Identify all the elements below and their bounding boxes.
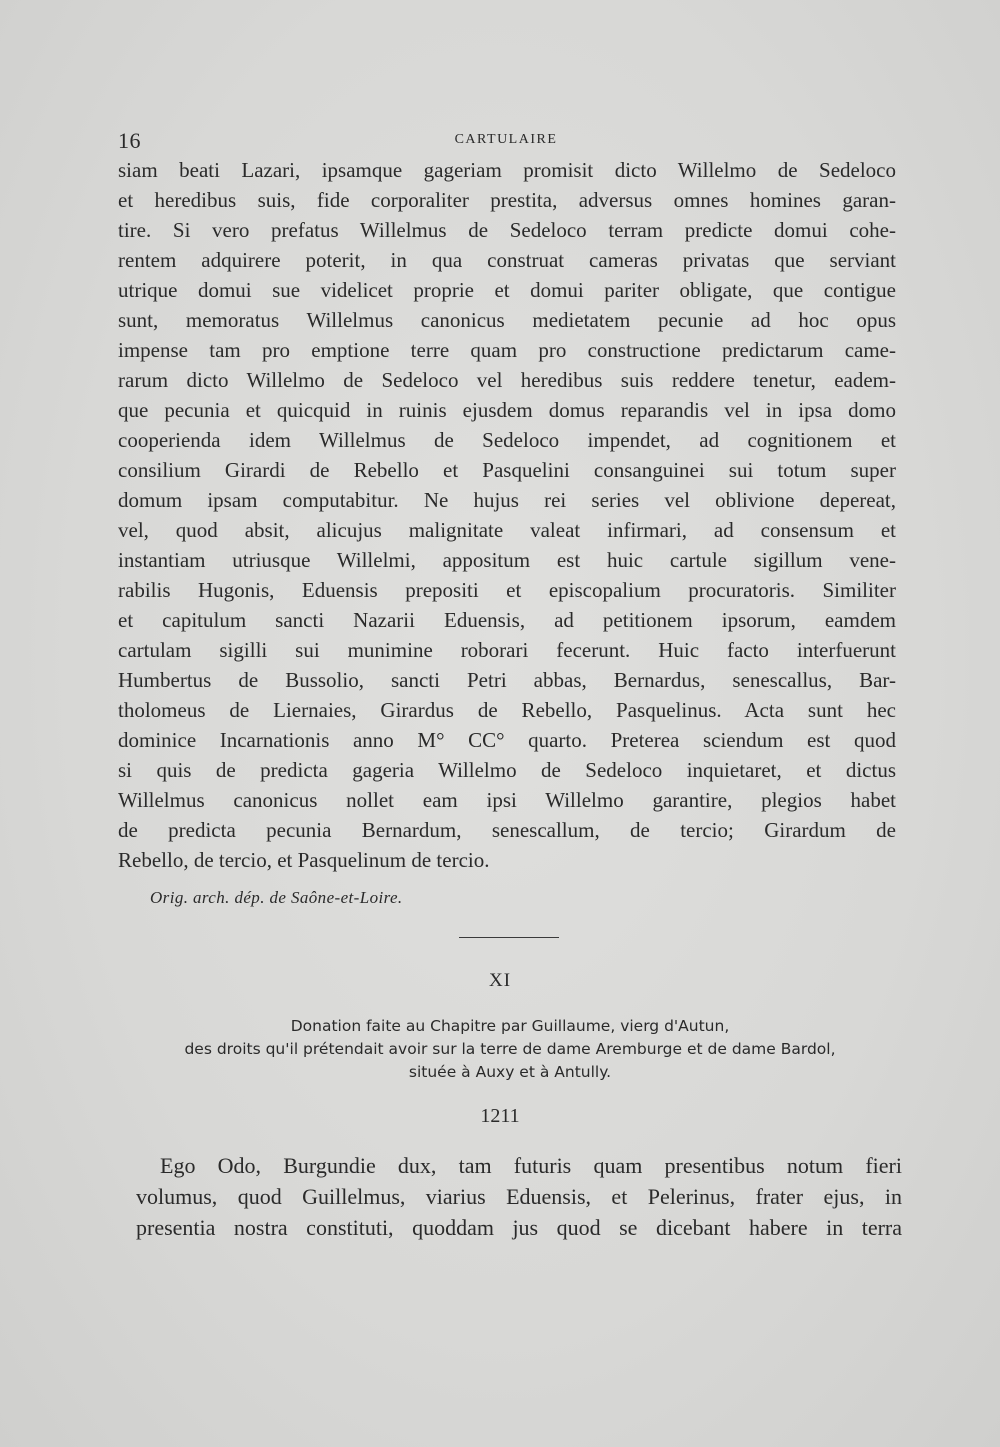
text-line: Ego Odo, Burgundie dux, tam futuris quam presentibus notum fieri: [160, 1153, 902, 1178]
section-year: 1211: [480, 1105, 520, 1127]
text-line: utrique domui sue videlicet proprie et domui pariter obligate, que contigue: [118, 278, 896, 302]
text-line: si quis de predicta gageria Willelmo de Sedeloco inquietaret, et dictus: [118, 758, 896, 782]
text-line: presentia nostra constituti, quoddam jus quod se dicebant habere in terra: [136, 1215, 902, 1240]
text-line: tholomeus de Liernaies, Girardus de Rebello, Pasquelinus. Acta sunt hec: [118, 698, 896, 722]
text-line: et heredibus suis, fide corporaliter prestita, adversus omnes homines garan-: [118, 188, 896, 212]
section-summary-line: Donation faite au Chapitre par Guillaume, vierg d'Autun,: [290, 1017, 730, 1035]
source-note: Orig. arch. dép. de Saône-et-Loire.: [150, 888, 403, 907]
text-line: impense tam pro emptione terre quam pro constructione predictarum came-: [118, 338, 896, 362]
text-line: et capitulum sancti Nazarii Eduensis, ad petitionem ipsorum, eamdem: [118, 608, 896, 632]
page-number: 16: [118, 128, 141, 153]
text-line: de predicta pecunia Bernardum, senescallum, de tercio; Girardum de: [118, 818, 896, 842]
text-line: dominice Incarnationis anno M° CC° quarto. Preterea sciendum est quod: [118, 728, 896, 752]
text-line: domum ipsam computabitur. Ne hujus rei series vel oblivione depereat,: [118, 488, 896, 512]
text-line: tire. Si vero prefatus Willelmus de Sedeloco terram predicte domui cohe-: [118, 218, 896, 242]
running-title: CARTULAIRE: [454, 132, 558, 147]
text-line: rentem adquirere poterit, in qua construat cameras privatas que serviant: [118, 248, 896, 272]
section-summary-line: des droits qu'il prétendait avoir sur la terre de dame Aremburge et de dame Bardol,: [184, 1040, 836, 1058]
text-line: sunt, memoratus Willelmus canonicus medietatem pecunie ad hoc opus: [118, 308, 896, 332]
section-divider: [459, 937, 559, 938]
text-line: Humbertus de Bussolio, sancti Petri abbas, Bernardus, senescallus, Bar-: [118, 668, 896, 692]
charter-text: [136, 1150, 902, 1243]
charter-continuation-text: [118, 155, 896, 875]
text-line: cartulam sigilli sui munimine roborari fecerunt. Huic facto interfuerunt: [118, 638, 896, 662]
text-line: Rebello, de tercio, et Pasquelinum de tercio.: [118, 848, 490, 872]
text-line: consilium Girardi de Rebello et Pasquelini consanguinei sui totum super: [118, 458, 896, 482]
text-line: siam beati Lazari, ipsamque gageriam promisit dicto Willelmo de Sedeloco: [118, 158, 896, 182]
text-line: rarum dicto Willelmo de Sedeloco vel heredibus suis reddere tenetur, eadem-: [118, 368, 896, 392]
text-line: instantiam utriusque Willelmi, appositum est huic cartule sigillum vene-: [118, 548, 896, 572]
section-summary-line: située à Auxy et à Antully.: [408, 1063, 612, 1081]
text-line: rabilis Hugonis, Eduensis prepositi et episcopalium procuratoris. Similiter: [118, 578, 896, 602]
section-numeral: XI: [488, 970, 512, 991]
text-line: Willelmus canonicus nollet eam ipsi Willelmo garantire, plegios habet: [118, 788, 896, 812]
text-line: que pecunia et quicquid in ruinis ejusdem domus reparandis vel in ipsa domo: [118, 398, 896, 422]
text-line: cooperienda idem Willelmus de Sedeloco impendet, ad cognitionem et: [118, 428, 896, 452]
page-header: [118, 128, 894, 158]
text-line: vel, quod absit, alicujus malignitate valeat infirmari, ad consensum et: [118, 518, 896, 542]
text-line: volumus, quod Guillelmus, viarius Eduensis, et Pelerinus, frater ejus, in: [136, 1184, 902, 1209]
